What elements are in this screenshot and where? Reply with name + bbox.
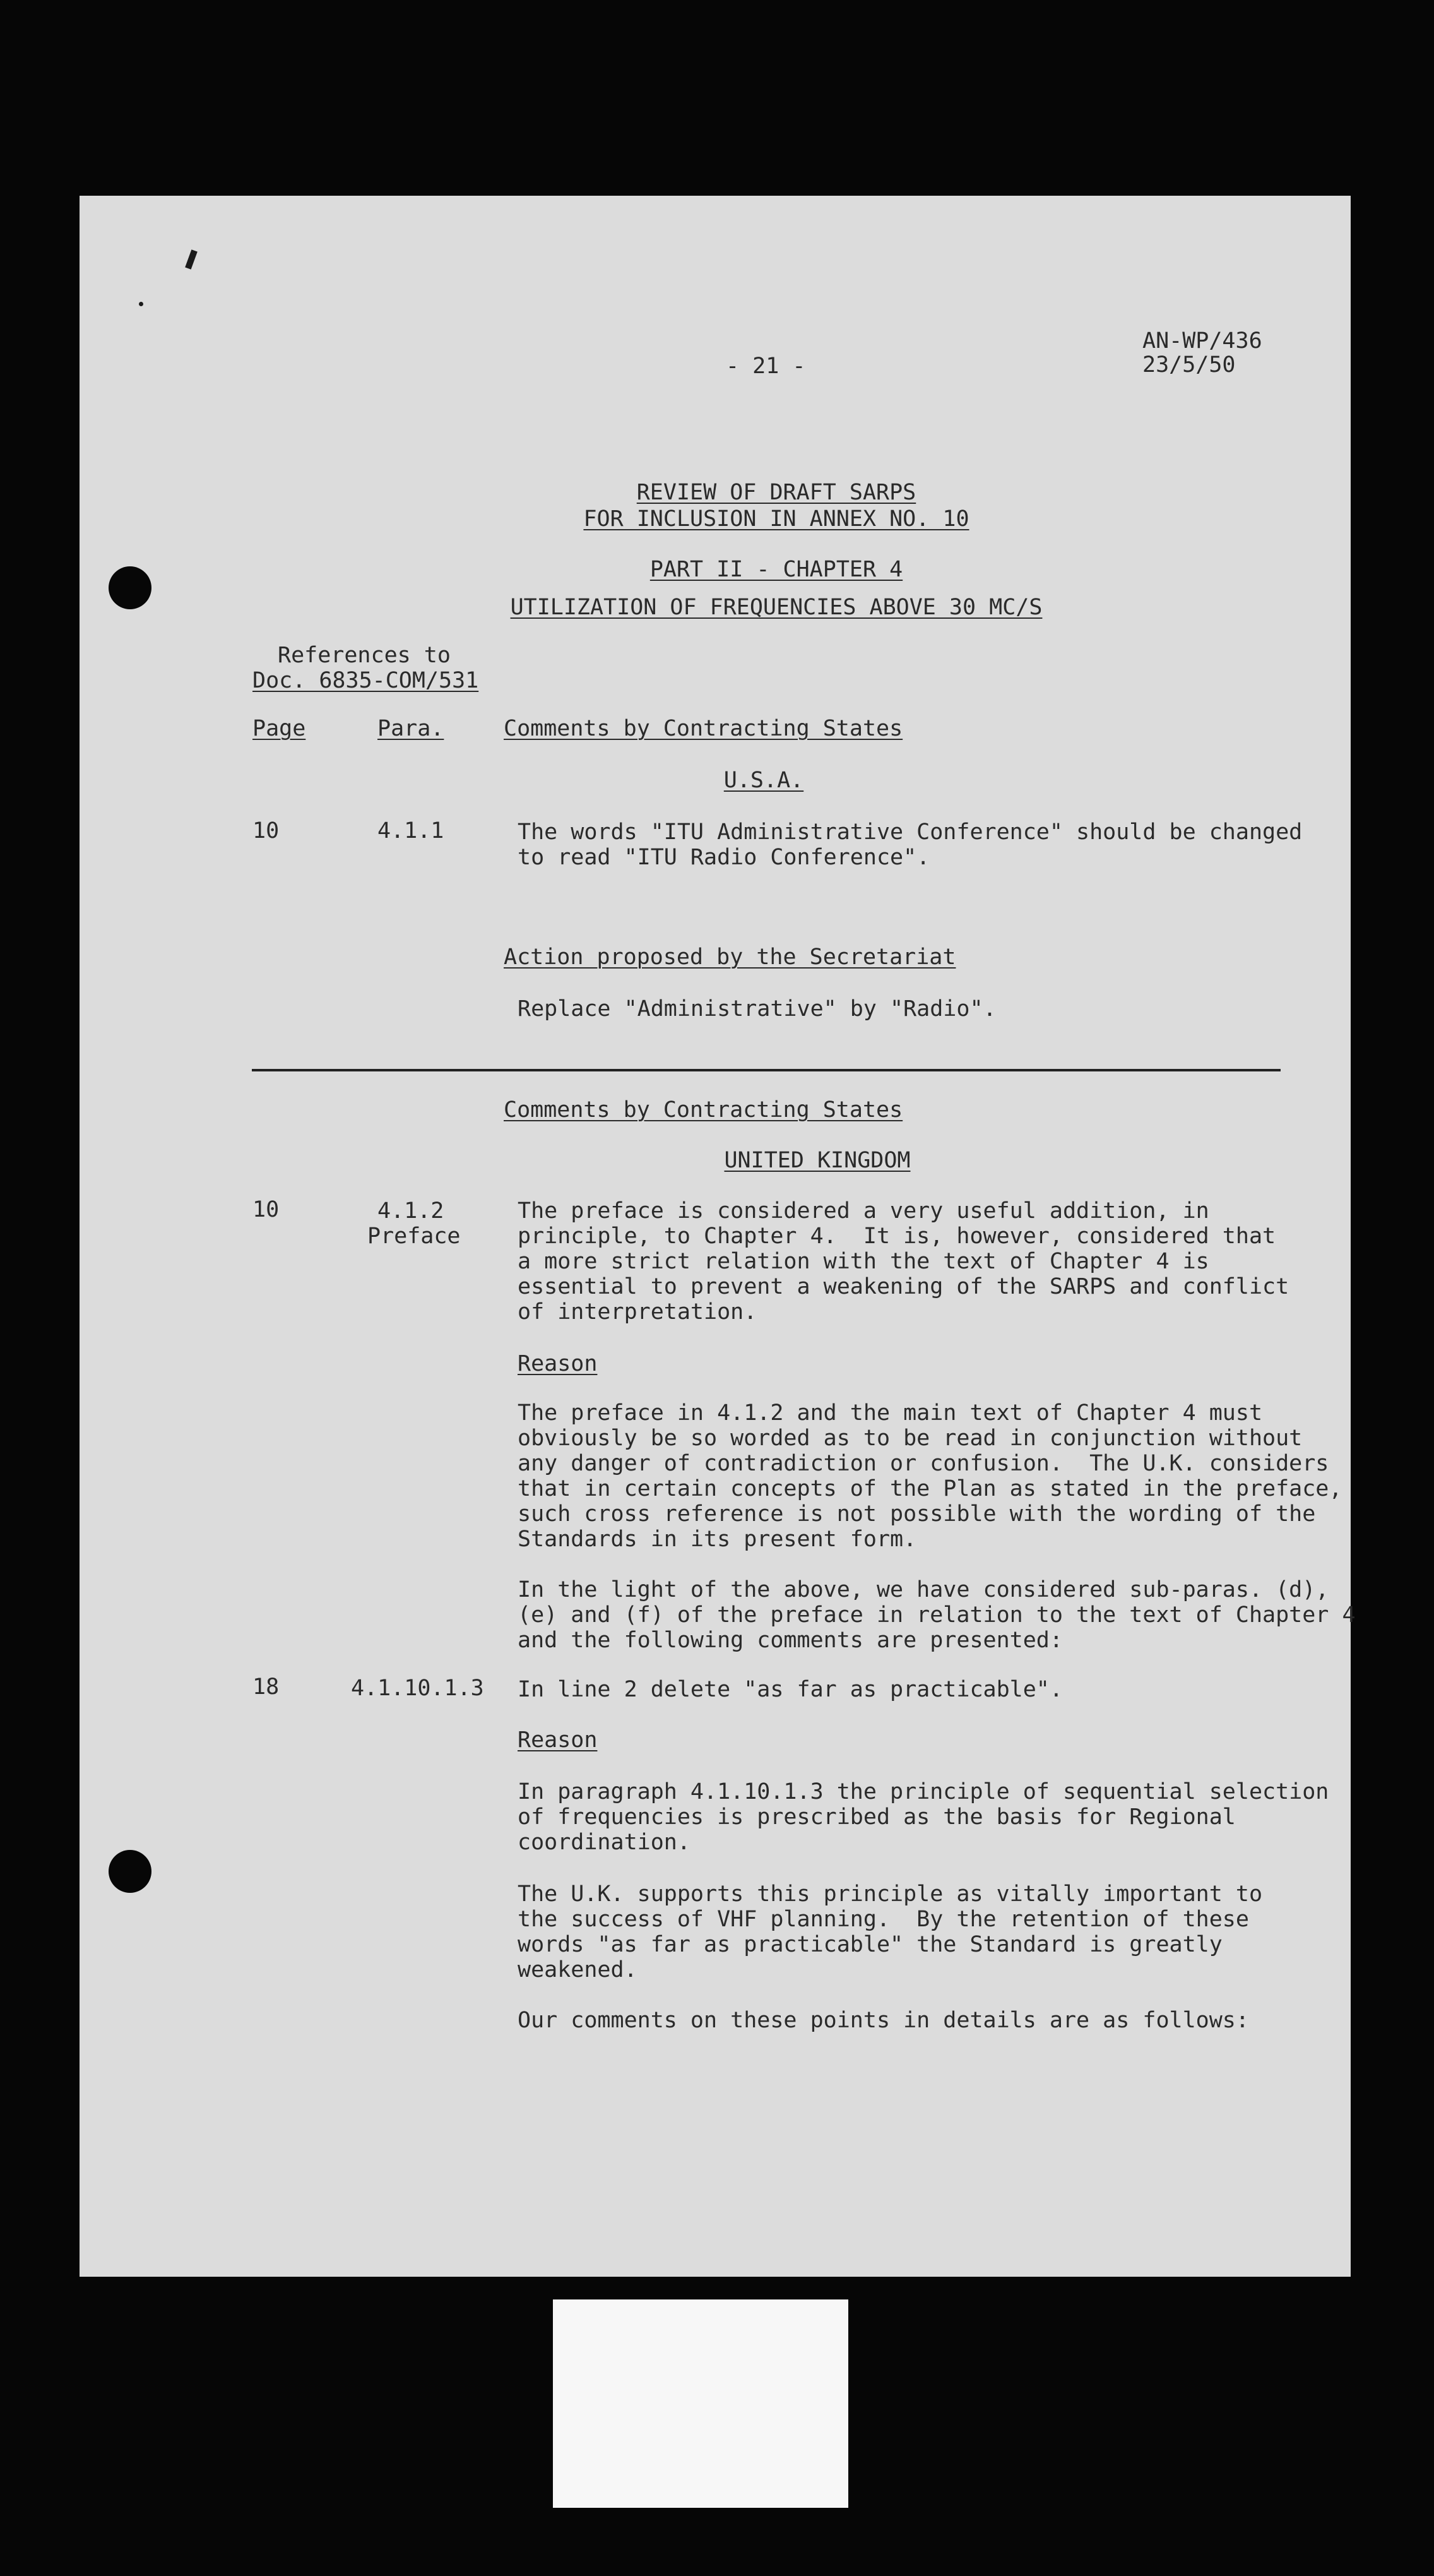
action-heading: Action proposed by the Secretariat bbox=[504, 945, 956, 970]
uk-entry1-reason-line: Standards in its present form. bbox=[518, 1527, 917, 1552]
uk-entry1-text-line: essential to prevent a weakening of the SARPS and conflict bbox=[518, 1274, 1289, 1299]
usa-text-line: The words "ITU Administrative Conference" should be changed bbox=[518, 820, 1303, 845]
uk-entry1-light-line: (e) and (f) of the preface in relation to the text of Chapter 4 bbox=[518, 1602, 1356, 1628]
uk-entry2-reason-heading: Reason bbox=[518, 1727, 598, 1753]
uk-entry2-para: 4.1.10.1.3 bbox=[351, 1676, 484, 1701]
binder-hole-bottom bbox=[109, 1850, 151, 1893]
uk-entry1-reason-line: The preface in 4.1.2 and the main text of Chapter 4 must bbox=[518, 1400, 1263, 1426]
uk-entry1-text-line: a more strict relation with the text of Chapter 4 is bbox=[518, 1249, 1209, 1274]
references-label: References to bbox=[278, 643, 451, 668]
uk-entry1-reason-line: any danger of contradiction or confusion. The U.K. considers bbox=[518, 1451, 1329, 1476]
uk-entry1-text-line: principle, to Chapter 4. It is, however, considered that bbox=[518, 1224, 1276, 1249]
uk-entry1-reason-line: obviously be so worded as to be read in conjunction without bbox=[518, 1426, 1303, 1451]
uk-entry2-support-line: weakened. bbox=[518, 1957, 637, 1983]
usa-page: 10 bbox=[252, 818, 280, 844]
document-date: 23/5/50 bbox=[1142, 352, 1236, 378]
uk-entry1-para: 4.1.2 bbox=[377, 1198, 444, 1224]
binder-hole-top bbox=[109, 566, 151, 609]
uk-entry2-support-line: the success of VHF planning. By the retention of these bbox=[518, 1907, 1249, 1932]
action-text: Replace "Administrative" by "Radio". bbox=[518, 996, 997, 1022]
column-para: Para. bbox=[377, 716, 444, 741]
uk-entry2-page: 18 bbox=[252, 1674, 280, 1700]
uk-entry1-text-line: The preface is considered a very useful addition, in bbox=[518, 1198, 1209, 1224]
uk-entry2-support-line: words "as far as practicable" the Standard is greatly bbox=[518, 1932, 1223, 1957]
references-doc: Doc. 6835-COM/531 bbox=[252, 668, 479, 693]
uk-entry2-closing: Our comments on these points in details are as follows: bbox=[518, 2008, 1249, 2033]
blank-slip bbox=[553, 2299, 848, 2508]
uk-entry1-page: 10 bbox=[252, 1197, 280, 1222]
uk-entry1-para-sub: Preface bbox=[367, 1224, 461, 1249]
title-line-2: FOR INCLUSION IN ANNEX NO. 10 bbox=[583, 506, 969, 532]
usa-heading: U.S.A. bbox=[723, 768, 804, 793]
title-line-1: REVIEW OF DRAFT SARPS bbox=[636, 480, 916, 505]
part-heading: PART II - CHAPTER 4 bbox=[649, 557, 903, 582]
document-reference: AN-WP/436 bbox=[1142, 328, 1262, 354]
uk-comments-heading: Comments by Contracting States bbox=[504, 1097, 903, 1123]
uk-entry2-reason-line: In paragraph 4.1.10.1.3 the principle of sequential selection bbox=[518, 1779, 1329, 1804]
uk-entry2-reason-line: of frequencies is prescribed as the basis for Regional bbox=[518, 1804, 1236, 1830]
uk-entry2-reason-line: coordination. bbox=[518, 1830, 690, 1855]
ink-dot bbox=[139, 302, 143, 306]
uk-entry1-light-line: and the following comments are presented: bbox=[518, 1628, 1063, 1653]
usa-text-line: to read "ITU Radio Conference". bbox=[518, 845, 930, 870]
column-page: Page bbox=[252, 716, 306, 741]
uk-heading: UNITED KINGDOM bbox=[724, 1148, 911, 1173]
page-number: - 21 - bbox=[726, 354, 806, 379]
uk-entry2-support-line: The U.K. supports this principle as vitally important to bbox=[518, 1881, 1263, 1907]
uk-entry1-light-line: In the light of the above, we have considered sub-paras. (d), bbox=[518, 1577, 1329, 1602]
column-comments: Comments by Contracting States bbox=[504, 716, 903, 741]
section-divider bbox=[252, 1069, 1281, 1071]
subject-heading: UTILIZATION OF FREQUENCIES ABOVE 30 MC/S bbox=[510, 595, 1043, 620]
uk-entry1-text-line: of interpretation. bbox=[518, 1299, 757, 1325]
usa-para: 4.1.1 bbox=[377, 818, 444, 844]
uk-entry1-reason-line: such cross reference is not possible with the wording of the bbox=[518, 1501, 1316, 1527]
uk-entry1-reason-heading: Reason bbox=[518, 1351, 598, 1376]
uk-entry2-text: In line 2 delete "as far as practicable". bbox=[518, 1677, 1063, 1702]
uk-entry1-reason-line: that in certain concepts of the Plan as stated in the preface, bbox=[518, 1476, 1342, 1501]
